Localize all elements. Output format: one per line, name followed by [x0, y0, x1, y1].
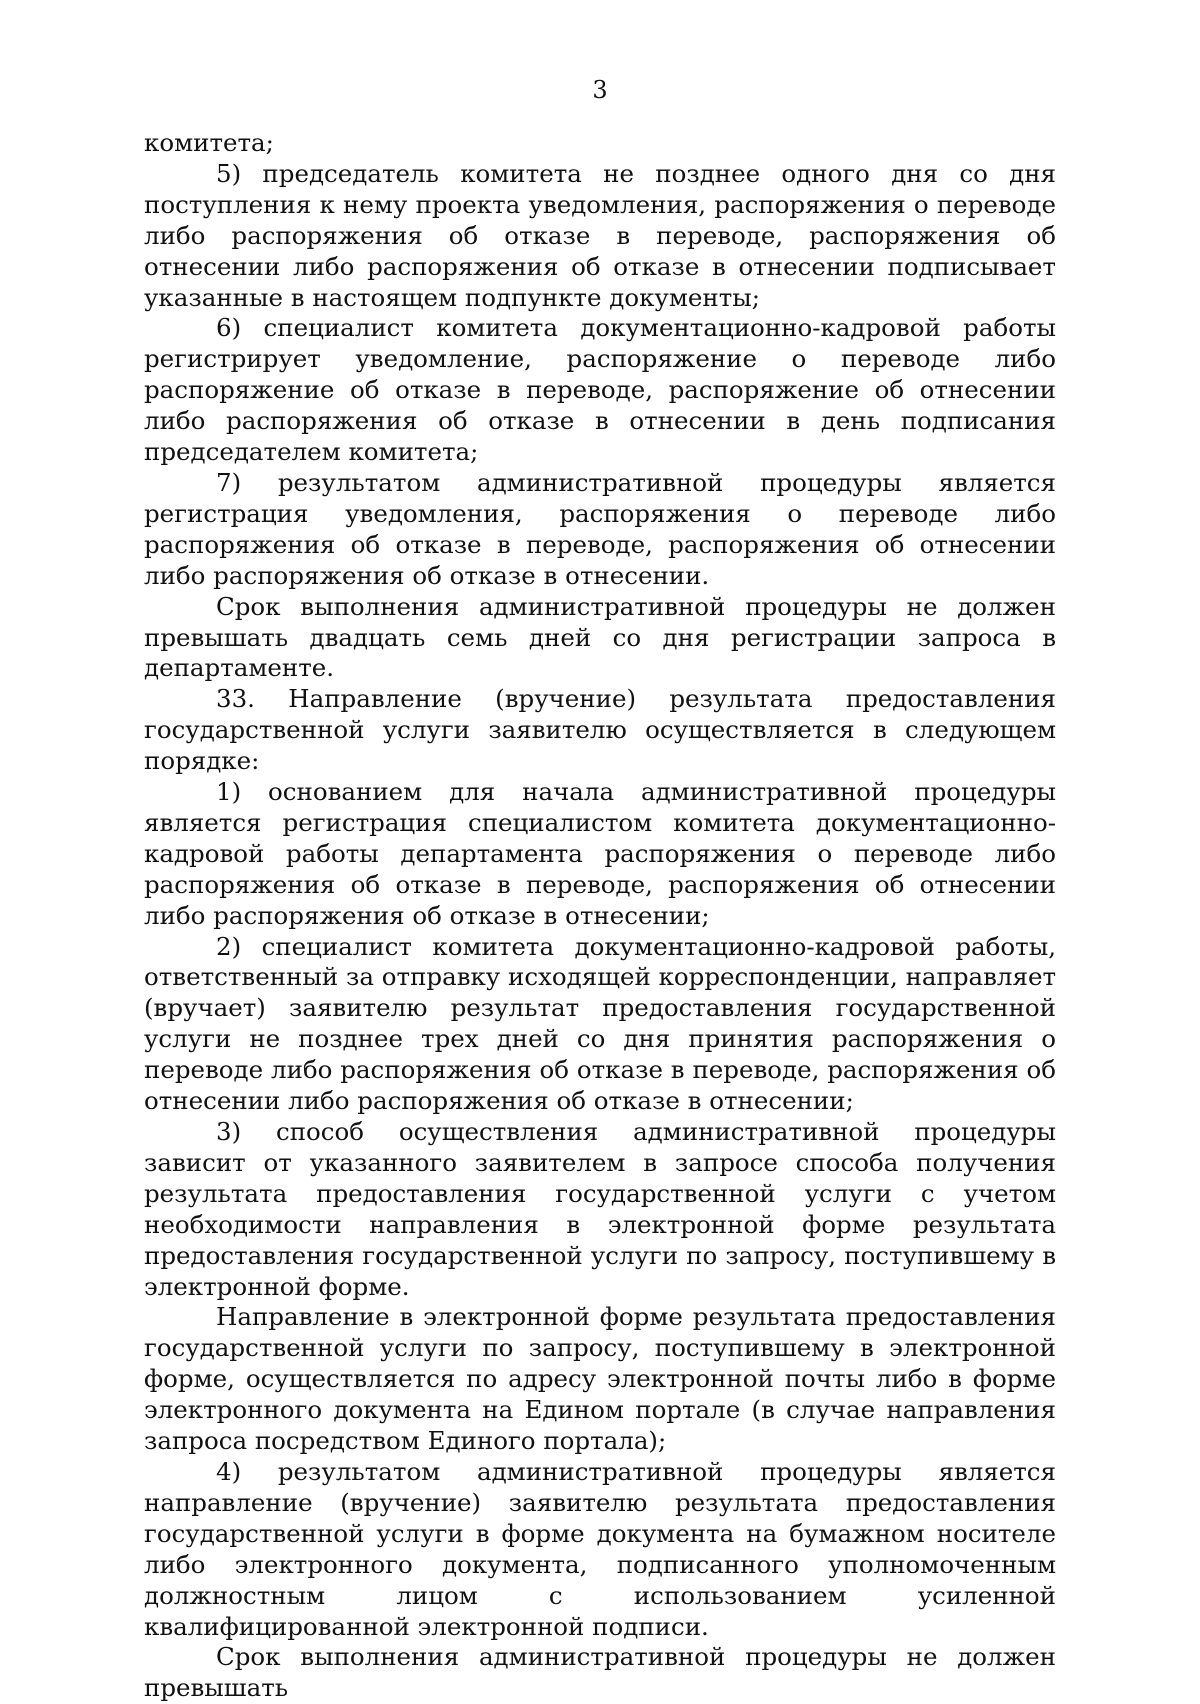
paragraph-item-7: 7) результатом административной процедуры является регистрация уведомления, распоряжения о переводе либо распоряжения об отказе в переводе, распоряжения об отнесении либо распоряжения об отказе в отнесении.	[144, 467, 1056, 590]
paragraph-section-33-item-3: 3) способ осуществления административной процедуры зависит от указанного заявителем в запросе способа получения результата предоставления государственной услуги с учетом необходимости направления в электронной форме результата предоставления государственной услуги по запросу, поступившему в электронной форме.	[144, 1117, 1056, 1301]
paragraph-item-5: 5) председатель комитета не позднее одного дня со дня поступления к нему проекта уведомления, распоряжения о переводе либо распоряжения об отказе в переводе, распоряжения об отнесении либо распоряжения об отказе в отнесении подписывает указанные в настоящем подпункте документы;	[144, 158, 1056, 312]
paragraph-deadline-1: Срок выполнения административной процедуры не должен превышать двадцать семь дней со дня регистрации запроса в департаменте.	[144, 591, 1056, 683]
paragraph-item-6: 6) специалист комитета документационно-кадровой работы регистрирует уведомление, распоряжение о переводе либо распоряжение об отказе в переводе, распоряжение об отнесении либо распоряжения об отказе в отнесении в день подписания председателем комитета;	[144, 313, 1056, 467]
paragraph-deadline-2: Срок выполнения административной процедуры не должен превышать	[144, 1642, 1056, 1703]
paragraph-electronic-delivery: Направление в электронной форме результата предоставления государственной услуги по запросу, поступившему в электронной форме, осуществляется по адресу электронной почты либо в форме электронного документа на Едином портале (в случае направления запроса посредством Единого портала);	[144, 1302, 1056, 1456]
page-number: 3	[592, 76, 608, 104]
paragraph-section-33: 33. Направление (вручение) результата предоставления государственной услуги заявителю осуществляется в следующем порядке:	[144, 684, 1056, 776]
paragraph-section-33-item-4: 4) результатом административной процедуры является направление (вручение) заявителю результата предоставления государственной услуги в форме документа на бумажном носителе либо электронного документа, подписанного уполномоченным должностным лицом с использованием усиленной квалифицированной электронной подписи.	[144, 1456, 1056, 1641]
paragraph-continuation: комитета;	[144, 128, 274, 157]
paragraph-section-33-item-2: 2) специалист комитета документационно-кадровой работы, ответственный за отправку исходящей корреспонденции, направляет (вручает) заявителю результат предоставления государственной услуги не позднее трех дней со дня принятия распоряжения о переводе либо распоряжения об отказе в переводе, распоряжения об отнесении либо распоряжения об отказе в отнесении;	[144, 931, 1056, 1116]
body-text	[144, 128, 1056, 1704]
paragraph-section-33-item-1: 1) основанием для начала административной процедуры является регистрация специалистом комитета документационно-кадровой работы департамента распоряжения о переводе либо распоряжения об отказе в переводе, распоряжения об отнесении либо распоряжения об отказе в отнесении;	[144, 777, 1056, 930]
